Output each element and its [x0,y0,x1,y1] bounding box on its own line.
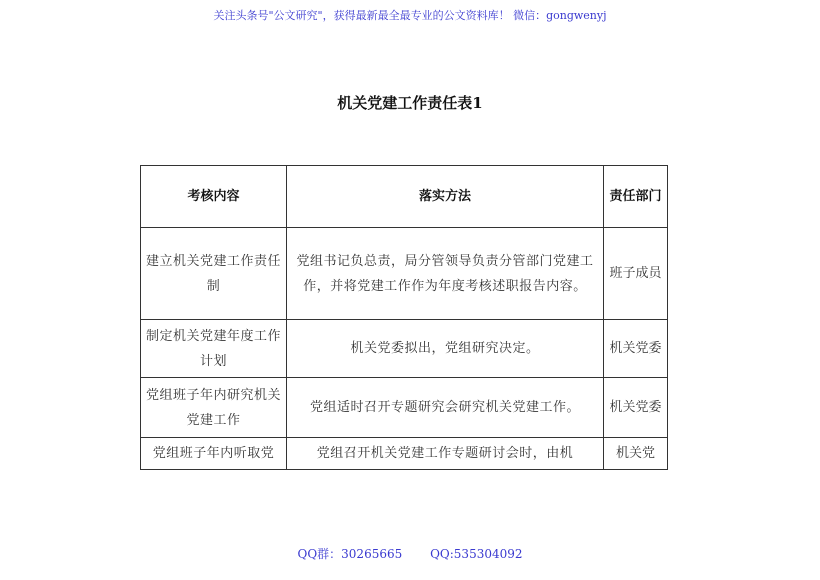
table-header-row [141,166,668,228]
cell-method: 党组适时召开专题研究会研究机关党建工作。 [287,378,604,438]
cell-content: 党组班子年内听取党 [141,438,287,470]
table-row [141,378,668,438]
qq-text: QQ:535304092 [430,547,523,561]
qq-group-text: QQ群：30265665 [297,547,403,561]
cell-owner: 机关党委 [604,320,668,378]
header-method: 落实方法 [287,166,604,228]
cell-method: 党组召开机关党建工作专题研讨会时，由机 [287,438,604,470]
cell-content: 党组班子年内研究机关党建工作 [141,378,287,438]
cell-owner: 班子成员 [604,228,668,320]
cell-method: 党组书记负总责，局分管领导负责分管部门党建工作，并将党建工作作为年度考核述职报告内容。 [287,228,604,320]
table-row [141,228,668,320]
responsibility-table [140,165,668,470]
cell-owner: 机关党 [604,438,668,470]
cell-content: 制定机关党建年度工作计划 [141,320,287,378]
table-row [141,320,668,378]
document-title: 机关党建工作责任表1 [337,94,483,112]
header-owner: 责任部门 [604,166,668,228]
footer-contact [0,545,820,562]
header-content: 考核内容 [141,166,287,228]
table-row [141,438,668,470]
cell-owner: 机关党委 [604,378,668,438]
header-note: 关注头条号"公文研究"，获得最新最全最专业的公文资料库！ 微信：gongwenyj [213,9,607,22]
cell-content: 建立机关党建工作责任制 [141,228,287,320]
cell-method: 机关党委拟出，党组研究决定。 [287,320,604,378]
